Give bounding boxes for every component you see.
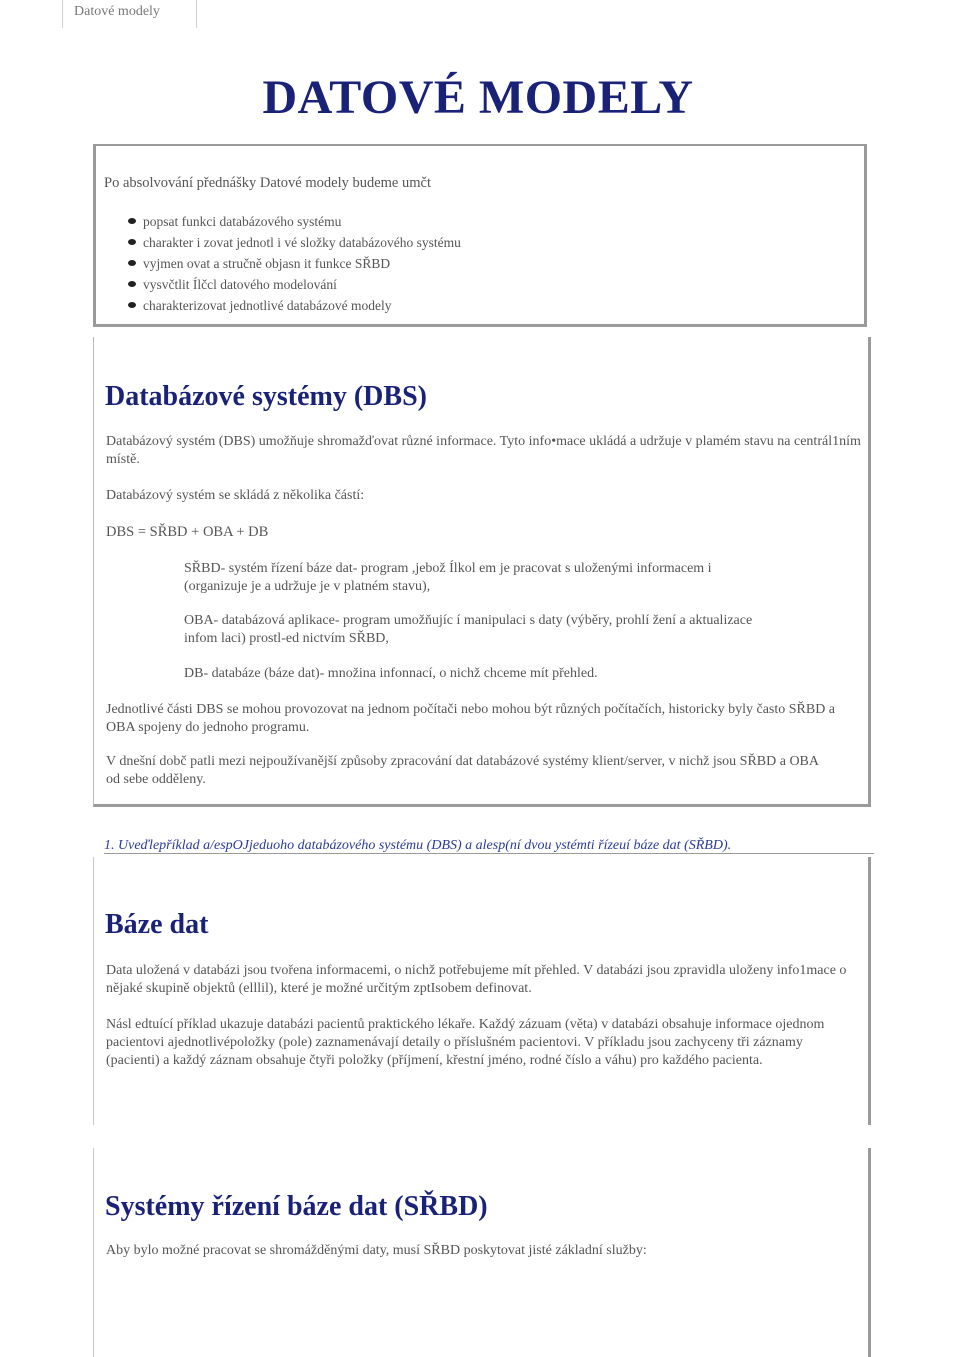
objective-item: charakterizovat jednotlivé databázové modely — [128, 295, 461, 316]
objective-item: popsat funkci databázového systému — [128, 211, 461, 232]
srbd-heading: Systémy řízení báze dat (SŘBD) — [105, 1191, 488, 1222]
dbs-heading: Databázové systémy (DBS) — [105, 381, 427, 412]
dbs-paragraph-3: Jednotlivé části DBS se mohou provozovat na jednom počítači nebo mohou být různých počítačích, historicky byly často SŘBD a OBA spojeny do jednoho programu. — [106, 702, 836, 735]
baze-paragraph-1: Data uložená v databázi jsou tvořena informacemi, o nichž potřebujeme mít přehled. V databázi jsou zpravidla uloženy info1mace o nějaké skupině objektů (elllil), které je možné určitým zptIsobem definovat. — [106, 963, 847, 996]
srbd-paragraph-1: Aby bylo možné pracovat se shromážděnými daty, musí SŘBD poskytovat jisté základní služby: — [106, 1243, 647, 1258]
question-underline — [104, 853, 874, 854]
page-title: DATOVÉ MODELY — [262, 71, 694, 124]
baze-heading: Báze dat — [105, 909, 209, 940]
objective-item: charakter i zovat jednotl i vé složky databázového systému — [128, 232, 461, 253]
header-divider-left — [62, 0, 63, 28]
header-divider-right — [196, 0, 197, 28]
dbs-definition-srbd: SŘBD- systém řízení báze dat- program ,jebož Ílkol em je pracovat s uloženými informacem i (organizuje je a udržuje je v platném stavu), — [184, 561, 712, 594]
objective-item: vyjmen ovat a stručně objasn it funkce SŘBD — [128, 253, 461, 274]
dbs-paragraph-1: Databázový systém (DBS) umožňuje shromažďovat různé informace. Tyto info•mace ukládá a udržuje v plamém stavu na centrál1ním místě. — [106, 434, 861, 467]
dbs-formula: DBS = SŘBD + OBA + DB — [106, 524, 269, 540]
dbs-paragraph-2: Databázový systém se skládá z několika částí: — [106, 488, 365, 503]
baze-paragraph-2: Násl edtuící příklad ukazuje databázi pacientů praktického lékaře. Každý zázuam (věta) v databázi obsahuje informace ojednom pacientovi ajednotlivépoložky (pole) zaznamenávají detaily o příslušném pacientovi. V příkladu jsou zachyceny tři záznamy (pacienti) a každý záznam obsahuje čtyři položky (příjmení, křestní jméno, rodné číslo a váhu) pro každého pacienta. — [106, 1017, 825, 1068]
objectives-lead: Po absolvování přednášky Datové modely budeme umčt — [104, 175, 431, 191]
dbs-definition-db: DB- databáze (báze dat)- množina infonnací, o nichž chceme mít přehled. — [184, 666, 598, 681]
objective-item: vysvčtlit Ílčcl datového modelování — [128, 274, 461, 295]
dbs-paragraph-4: V dnešní dobč patli mezi nejpoužívanější způsoby zpracování dat databázové systémy klient/server, v nichž jsou SŘBD a OBA od sebe odděleny. — [106, 754, 819, 787]
exercise-question: 1. Uveďlepříklad a/espOJjeduoho databázového systému (DBS) a alesp(ní dvou ystémti řízeuí báze dat (SŘBD). — [104, 838, 732, 853]
dbs-definition-oba: OBA- databázová aplikace- program umožňujíc í manipulaci s daty (výběry, prohlí žení a aktualizace infom laci) prostl-ed nictvím SŘBD, — [184, 613, 753, 646]
objectives-list — [128, 211, 461, 316]
running-header: Datové modely — [74, 4, 160, 19]
